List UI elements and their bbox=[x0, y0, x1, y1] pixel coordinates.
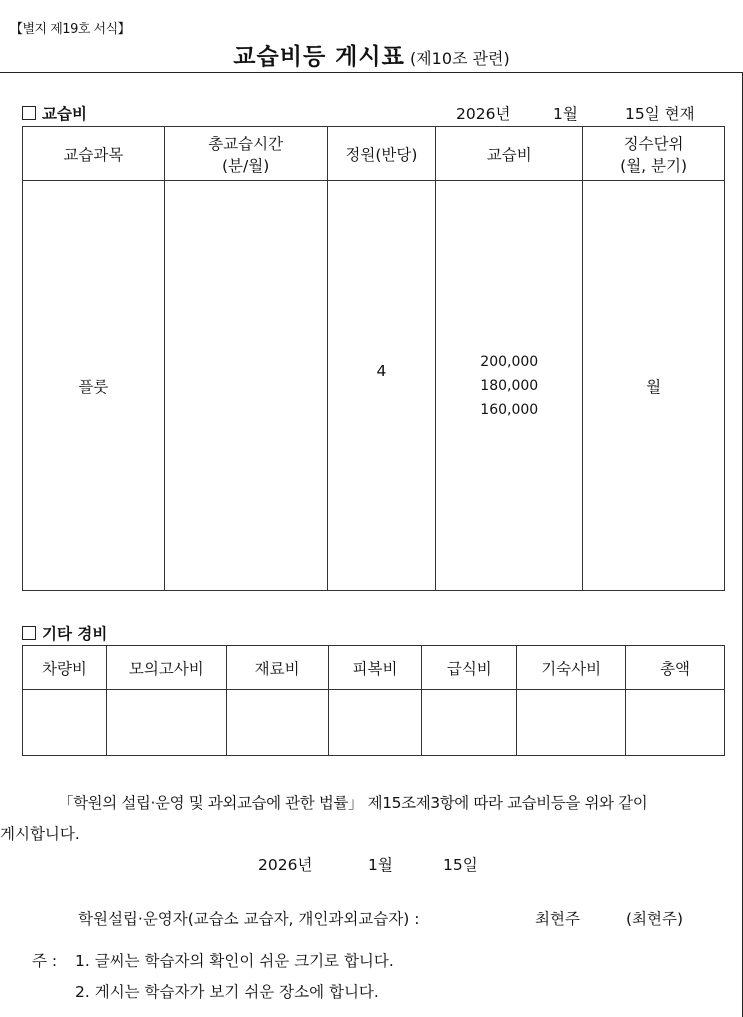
title-reference: (제10조 관련) bbox=[409, 49, 510, 68]
other-data-row bbox=[23, 690, 725, 756]
header-unit-line1: 징수단위 bbox=[623, 134, 684, 153]
cell-vehicle-fee bbox=[23, 690, 107, 756]
operator-name: 최현주 bbox=[535, 910, 580, 928]
notes-prefix: 주 : bbox=[32, 952, 58, 970]
tuition-table bbox=[22, 126, 725, 591]
other-header-row bbox=[23, 646, 725, 690]
statement-date-day: 15일 bbox=[443, 856, 478, 874]
cell-subject: 플룻 bbox=[23, 181, 165, 591]
operator-signature: (최현주) bbox=[626, 910, 684, 928]
header-capacity: 정원(반당) bbox=[327, 127, 436, 181]
title-text: 교습비등 게시표 bbox=[233, 44, 405, 70]
cell-total bbox=[626, 690, 725, 756]
header-vehicle-fee: 차량비 bbox=[23, 646, 107, 690]
header-unit-line2: (월, 분기) bbox=[620, 156, 688, 175]
cell-capacity: 4 bbox=[327, 181, 436, 591]
cell-clothing-fee bbox=[328, 690, 422, 756]
checkbox-square-icon bbox=[22, 626, 36, 640]
fee-value-2: 180,000 bbox=[480, 377, 539, 394]
form-number-label: 【별지 제19호 서식】 bbox=[10, 22, 131, 37]
header-material-fee: 재료비 bbox=[226, 646, 328, 690]
document-title bbox=[0, 38, 743, 71]
header-subject: 교습과목 bbox=[23, 127, 165, 181]
tuition-data-row bbox=[23, 181, 725, 591]
operator-label: 학원설립·운영자(교습소 교습자, 개인과외교습자) : bbox=[78, 910, 420, 928]
cell-fees bbox=[436, 181, 583, 591]
cell-unit: 월 bbox=[583, 181, 725, 591]
other-section-heading bbox=[22, 622, 107, 644]
statement-date-year: 2026년 bbox=[258, 856, 313, 874]
header-total: 총액 bbox=[626, 646, 725, 690]
note-item-1: 1. 글씨는 학습자의 확인이 쉬운 크기로 합니다. bbox=[75, 952, 394, 970]
cell-material-fee bbox=[226, 690, 328, 756]
as-of-day: 15일 현재 bbox=[625, 105, 695, 123]
note-item-2: 2. 게시는 학습자가 보기 쉬운 장소에 합니다. bbox=[75, 983, 379, 1001]
header-dormitory-fee: 기숙사비 bbox=[517, 646, 626, 690]
fee-value-1: 200,000 bbox=[480, 353, 539, 370]
header-total-time bbox=[164, 127, 327, 181]
statement-line-1: 「학원의 설립·운영 및 과외교습에 관한 법률」 제15조제3항에 따라 교습비등을 위와 같이 bbox=[58, 794, 648, 812]
cell-mock-exam-fee bbox=[106, 690, 226, 756]
header-total-time-line2: (분/월) bbox=[222, 156, 270, 175]
tuition-section-heading bbox=[22, 102, 87, 124]
as-of-year: 2026년 bbox=[456, 105, 511, 123]
header-fee: 교습비 bbox=[436, 127, 583, 181]
header-clothing-fee: 피복비 bbox=[328, 646, 422, 690]
header-total-time-line1: 총교습시간 bbox=[208, 134, 284, 153]
checkbox-square-icon bbox=[22, 106, 36, 120]
fee-value-3: 160,000 bbox=[480, 401, 539, 418]
cell-total-time bbox=[164, 181, 327, 591]
other-expenses-table bbox=[22, 645, 725, 756]
as-of-month: 1월 bbox=[553, 105, 578, 123]
other-section-title: 기타 경비 bbox=[42, 625, 108, 643]
tuition-section-title: 교습비 bbox=[42, 105, 87, 123]
header-unit bbox=[583, 127, 725, 181]
tuition-header-row bbox=[23, 127, 725, 181]
statement-date-month: 1월 bbox=[368, 856, 393, 874]
cell-dormitory-fee bbox=[517, 690, 626, 756]
cell-meal-fee bbox=[422, 690, 517, 756]
statement-line-2: 게시합니다. bbox=[0, 825, 80, 843]
header-mock-exam-fee: 모의고사비 bbox=[106, 646, 226, 690]
header-meal-fee: 급식비 bbox=[422, 646, 517, 690]
